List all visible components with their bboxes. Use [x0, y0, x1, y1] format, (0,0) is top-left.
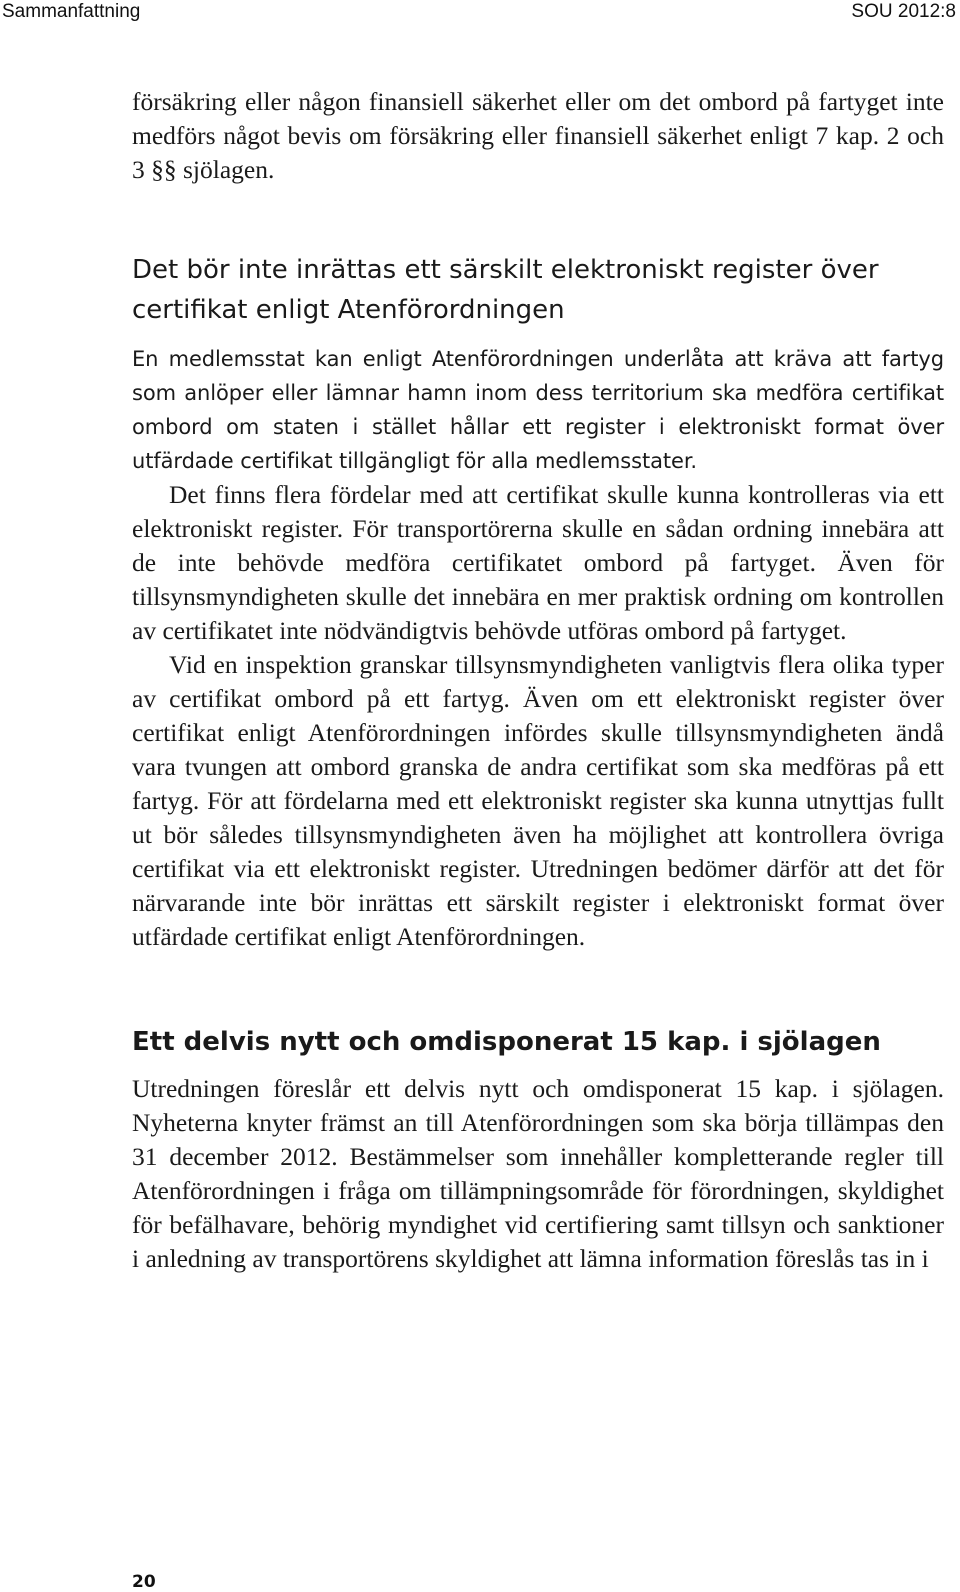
page-content — [132, 85, 944, 1276]
section-heading-electronic-register: Det bör inte inrättas ett särskilt elektroniskt register över certifikat enligt Atenförordningen — [132, 255, 879, 325]
section2-paragraph-1: Utredningen föreslår ett delvis nytt och omdisponerat 15 kap. i sjölagen. Nyheterna knyter främst an till Atenförordningen som ska börja tillämpas den 31 december 2012. Bestämmelser som innehåller kompletterande regler till Atenförordningen i fråga om tillämpningsområde för förordningen, skyldighet för befälhavare, behörig myndighet vid certifiering samt tillsyn och sanktioner i anledning av transportörens skyldighet att lämna information föreslås tas in i — [132, 1074, 944, 1273]
header-section-title: Sammanfattning — [2, 1, 141, 22]
section-electronic-register — [132, 250, 944, 954]
section1-paragraph-2: Det finns flera fördelar med att certifikat skulle kunna kontrolleras via ett elektroniskt register. För transportörerna skulle en sådan ordning innebära att de inte behövde medföra certifikatet ombord på fartyget. Även för tillsynsmyndigheten skulle det innebära en mer praktisk ordning om kontrollen av certifikatet inte nödvändigtvis behövde utföras ombord på fartyget. — [132, 480, 944, 645]
section-chapter-15 — [132, 1022, 944, 1276]
page-number: 20 — [132, 1572, 156, 1592]
intro-paragraph: försäkring eller någon finansiell säkerhet eller om det ombord på fartyget inte medförs något bevis om försäkring eller finansiell säkerhet enligt 7 kap. 2 och 3 §§ sjölagen. — [132, 87, 944, 184]
running-header — [0, 0, 960, 24]
section1-paragraph-3: Vid en inspektion granskar tillsynsmyndigheten vanligtvis flera olika typer av certifikat ombord på ett fartyg. Även om ett elektroniskt register över certifikat enligt Atenförordningen infördes skulle tillsynsmyndigheten ändå vara tvungen att ombord granska de andra certifikat som ska medföras på ett fartyg. För att fördelarna med ett elektroniskt register ska kunna utnyttjas fullt ut bör således tillsynsmyndigheten även ha möjlighet att kontrollera övriga certifikat via ett elektroniskt register. Utredningen bedömer därför att det för närvarande inte bör inrättas ett särskilt register i elektroniskt format över utfärdade certifikat enligt Atenförordningen. — [132, 650, 944, 951]
section-heading-chapter-15: Ett delvis nytt och omdisponerat 15 kap. i sjölagen — [132, 1027, 881, 1057]
section1-paragraph-1: En medlemsstat kan enligt Atenförordningen underlåta att kräva att fartyg som anlöper eller lämnar hamn inom dess territorium ska medföra certifikat ombord om staten i stället hållar ett register i elektroniskt format över utfärdade certifikat tillgängligt för alla medlemsstater. — [132, 347, 944, 473]
header-report-id: SOU 2012:8 — [851, 1, 956, 22]
